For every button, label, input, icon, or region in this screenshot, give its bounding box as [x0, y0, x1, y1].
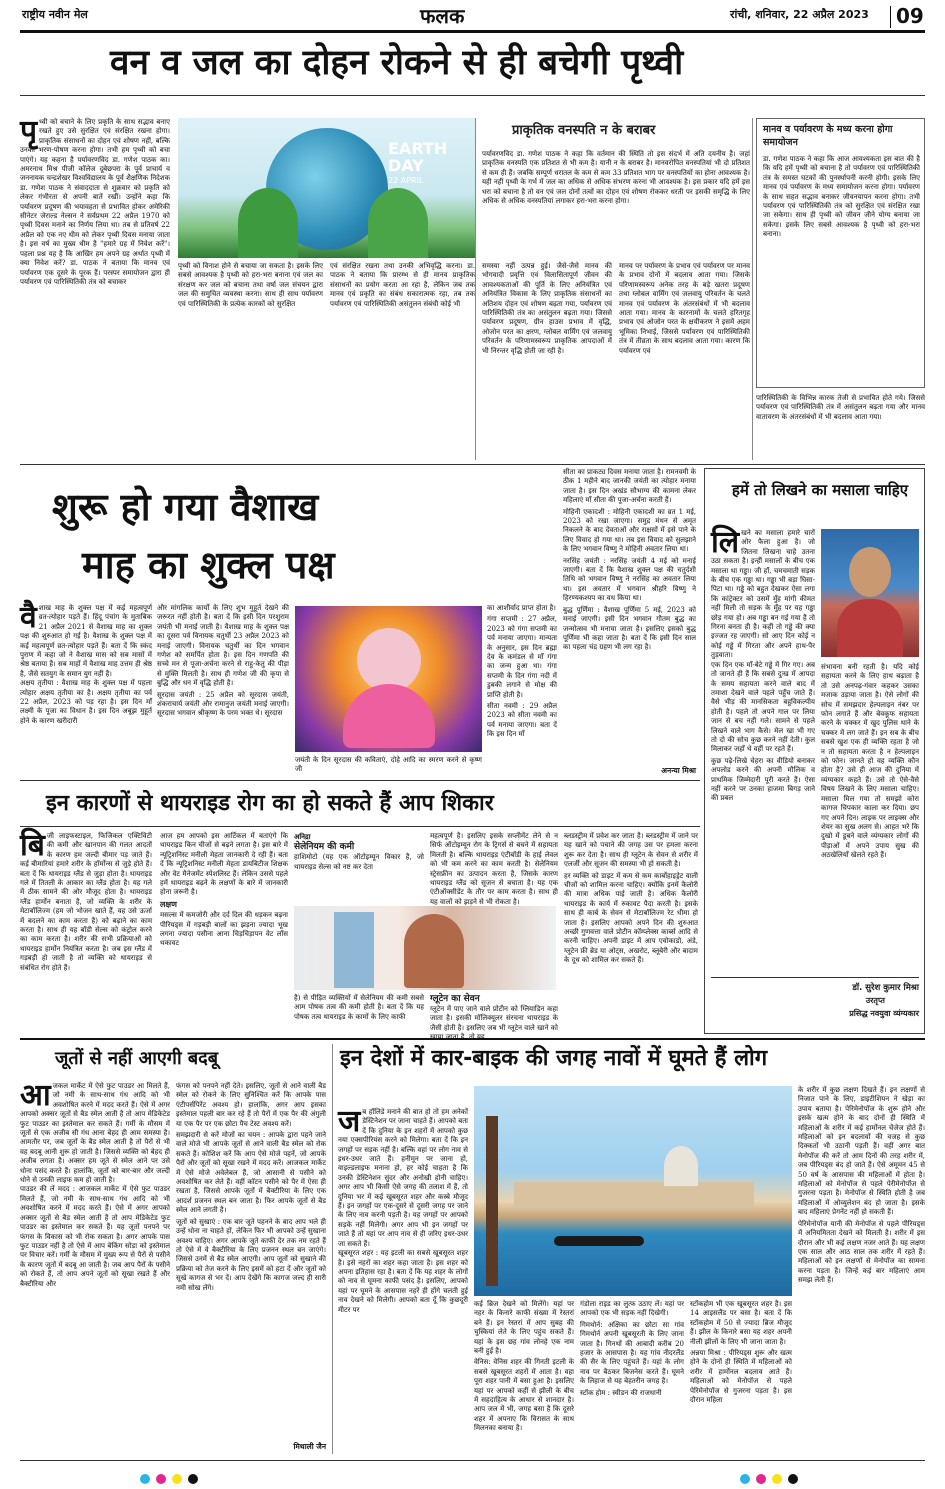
story2-column-4: [563, 468, 696, 766]
satire-column-box: [704, 468, 925, 1034]
story4-col2-text: फंगस को पनपने नहीं देते। इसलिए, जूतों से आने वाली बैड स्मेल को रोकने के लिए सुनिश्चित करें कि आपके पास एंटीपर्सपिरेंट अवश्य हो। हालांकि, अगर आप इसका इस्तेमाल पहली बार कर रहे हैं तो पैरों में एक पैर की अंगुली या एक पैर पर एक छोटा पैच टेस्ट अवश्य करें।: [176, 1082, 326, 1128]
story1-headline: वन व जल का दोहन रोकने से ही बचेगी पृथ्वी: [110, 43, 684, 83]
story5-col4-text: स्टॉकहोम भी एक खूबसूरत शहर है। इस 14 आइसलैंड पर बसा है। बता दें कि स्टॉकहोम में 50 से ज्यादा ब्रिज मौजूद हैं। झील के किनारे बसा यह शहर अपनी नीली झीलों के लिए भी जाना जाता है।: [690, 1300, 792, 1346]
story2-drop-cap: वै: [20, 600, 37, 635]
story5-col1-text: ब हॉलिडे मनाने की बात हो तो हम अनेकों डेस्टिनेशन पर जाना चाहते हैं। आपको बता दें कि दुनिया के इन शहरों में आपको कुछ नया एक्सपीरियंस करने को मिलेगा। बता दें कि इन जगहों पर सड़क नहीं है। बल्कि वहां पर लोग नाव से इधर-उधर जाते हैं। हनीमून पर जाना हो, वाइल्डलाइफ मनाना हो, हर कोई चाहता है कि उनकी डेस्टिनेशन सुंदर और अनोखी होनी चाहिए। अगर आप भी किसी ऐसे जगह की तलाश में हैं, तो दुनिया भर में कई खूबसूरत शहर और कस्बे मौजूद हैं। इन जगहों पर एक-दूसरे से दूसरी जगह पर जाने के लिए नाव करनी पड़ती है। यह जगहों पर आपको सड़कें नहीं मिलेंगी। अगर आप भी इन जगहों पर जाते हैं तो यहां पर आप नाव से ही जरिए इधर-उधर जा सकते हैं।: [338, 1108, 468, 1248]
satire-text-a: खने का मसाला हमारे चारों ओर फैला हुआ है। जो जितना लिखना चाहे उतना उठा सकता है। इन्हीं मसालों के बीच एक मसाला था गड्ढा। जी हाँ, चमचमाती सड़क के बीच एक गड्ढा था। गड्ढा भी बड़ा घिसा-पिटा था। गड्ढे को बहुत देखकर ऐसा लगा कि कांट्रेक्टर को उसमें मुँह मांगी कीमत नहीं मिली तो सड़क के मुँह पर यह गड्ढा छोड़ गया हो। अब गड्ढा बन गई गया है तो गिरना बनता ही है। कहीं तो गड्ढे की क्या इज्जत रह जाएगी। सो आए दिन कोई न कोई गड्ढे में गिरता और अपने हाथ-पैर तुड़वाता।: [711, 529, 815, 660]
story5-col2-text: कई ब्रिज देखने को मिलेंगे। यहां पर नहर के किनारे काफी संख्या में रेस्तरां बने हैं। इन रेस्तरां में आप सुबह की चुस्कियां लेते के लिए पहुंच सकते हैं। यहां के इस छह गांव लोनहे एक नाम बनी हुई है।: [474, 1300, 574, 1356]
venice-dome: [664, 1146, 698, 1186]
doctor-figure: [334, 912, 374, 988]
story1-column-1: [20, 114, 170, 460]
venice-image: [474, 1086, 792, 1296]
story1-column-5: मानव पर पर्यावरण के प्रभाव एवं पर्यावरण पर मानव के प्रभाव दोनों में बदलाव आता गया। जिसके परिणामस्वरूप अनेक तरह के बड़े खतरा प्रदूषण तथा ग्लोबल वार्मिंग एवं जलवायु परिवर्तन के चलते मानव एवं पर्यावरण के अंतरसंबंधों में भी बदलाव आता गया। मानव के कारनामों के चलते हरितगृह प्रभाव एवं ओजोन परत के क्षयीकरण ने इसमें अहम भूमिका निभाई, जिससे पर्यावरण एवं पारिस्थितिकी तंत्र में तीव्रता के साथ बदलाव आता गया। कारण कि पर्यावरण एवं: [619, 262, 750, 355]
story4-divider: [332, 1044, 333, 1454]
story5-col3-stockholm: स्टॉक होम : स्वीडन की राजधानी: [580, 1388, 662, 1397]
satire-author-desc: प्रसिद्ध नवयुवा व्यंग्यकार: [849, 1009, 919, 1018]
story5-col5-perimenopause: पेरिमेनोपॉज यानी की मेनोपॉज से पहले पीरियड्स में अनियमितता देखने को मिलती है। शरीर में इस दौरान और भी कई लक्षण नजर आते हैं। यह लक्षण एक साल और आठ साल तक शरीर में रहते हैं। महिलाओं को इन लक्षणों से मेनोपॉज का सामना करना पड़ता है। जिन्हें कई बार महिलाएं आम समझ लेती हैं।: [798, 1219, 925, 1285]
earth-day-image: [178, 118, 476, 258]
color-swatch-black: [188, 1474, 198, 1484]
story2-col4-text: सीता का प्राकट्य दिवस मनाया जाता है। रामनवमी के ठीक 1 महीने बाद जानकी जयंती का त्योहार मनाया जाता है। इस दिन अखंड सौभाग्य की कामना लेकर महिलाएं माँ सीता की पूजा-अर्चना करती हैं।: [563, 468, 696, 505]
story2-column-1: [20, 600, 152, 776]
masthead-section-title: फलक: [420, 4, 465, 28]
story2-col1-akshaya: अक्षय तृतीया : वैशाख माह के शुक्ल पक्ष में पहला त्योहार अक्षय तृतीया का है। अक्षय तृतीया का पर्व 22 अप्रैल, 2023 को पड़ रहा है। इस दिन माँ लक्ष्मी के पूजा का विधान है। इस दिन अबूझ मुहूर्त होने के कारण खरीदारी: [20, 679, 152, 725]
satire-drop-cap: लि: [711, 525, 740, 560]
story2-headline-line1: शुरू हो गया वैशाख: [52, 485, 319, 529]
story1-divider-b: [752, 118, 753, 460]
satire-text-c: कुछ पढ़े-लिखे चेहरा का वीडियो बनाकर अपलोड करने की अपनी मौलिक व प्राथमिक जिम्मेदारी पूरी करते हैं। ऐसा नहीं करने पर उनका हाजमा बिगड़ जाने की प्रबल: [711, 756, 815, 803]
author-photo: [821, 529, 919, 657]
footer-rule: [20, 1460, 925, 1461]
satire-text-b: एक दिन एक माँ-बेटे गड्ढे में गिर गए। अब तो जानते ही हैं कि सबसे दुःख में आपदा के समय सहायता करने वाले बाद में तमाशा देखने वाले पहले पहुँच जाते हैं। वैसे भीड़ की मानसिकता बहुविकल्पीय होती है। पहले तो अपने गाल पर लिया जान से बच नहीं गले। सामने से पहले लिखने वाले भाग कैसे। मेल खा भी गए तो दो की सोच कुछ करने नहीं देती। कुल मिलाकर जहाँ थे वहीं पर रहते हैं।: [711, 660, 815, 754]
story2-headline-line2: माह का शुक्ल पक्ष: [82, 543, 335, 587]
story2-col4-mohini: मोहिनी एकादशी : मोहिनी एकादशी का व्रत 1 मई, 2023 को रखा जाएगा। समुद्र मंथन से अमृत निकलने के बाद देवताओं और राक्षसों में इसे पाने के लिए विवाद हो गया था। तब इस विवाद को सुलझाने के लिए भगवान विष्णु ने मोहिनी अवतार लिया था।: [563, 507, 696, 554]
story2-column-2: [157, 604, 289, 776]
author-shirt: [837, 599, 903, 657]
story1-sidebar-text: डा. गणेश पाठक ने कहा कि आज आवश्यकता इस बात की है कि यदि हमें पृथ्वी को बचाना है तो पर्यावरण एवं पारिस्थितिकी तंत्र के समस्त घटकों की पुनर्स्थापनी करनी होगी। इसके लिए मानव एवं पर्यावरण के मध्य समायोजन करना होगा। पर्यावरण के साथ सहत सद्भाव बनाकर जीवनयापन करना होगा। तभी पर्यावरण एवं पारिस्थितिकी तंत्र को सुरक्षित एवं संरक्षित रखा जा सकेगा। साथ ही पृथ्वी को जीवन जीने योग्य बनाया जा सकेगा। इसके लिए सबसे आवश्यक है पृथ्वी को हरा-भरा बनाना।: [763, 155, 920, 239]
story2-image-caption: जयंती के दिन सूरदास की कविताएं, दोहे आदि का स्मरण करने से कृष्ण जी: [295, 756, 482, 774]
story3-drop-cap: बि: [20, 828, 45, 863]
story4-column-2: [176, 1082, 326, 1442]
satire-author-name: डॉ. सुरेश कुमार मिश्रा: [852, 983, 919, 993]
story3-col2-text: आज हम आपको इस आर्टिकल में बताएंगे कि थायराइड किन चीजों से बढ़ने लगता है। इस बारे में न्यूट्रिशनिस्ट मनीली मेहता जानकारी दे रही हैं। बता दें कि न्यूट्रिशनिस्ट मनीली मेहता डायबिटीज शिक्षक और वेट मैनेजमेंट स्पेशलिस्ट हैं। लेकिन उससे पहले हमें थायराइड बढ़ने के लक्षणों के बारे में जानकारी होना जरूरी है।: [160, 832, 288, 897]
story2-col4-narsingh: नरसिंह जयंती : नरसिंह जयंती 4 मई को मनाई जाएगी। बता दें कि वैशाख शुक्ल पक्ष की चतुर्दशी तिथि को भगवान विष्णु ने नरसिंह का अवतार लिया था। इस अवतार में भगवान श्रीहरि विष्णु ने हिरण्यकश्यप का वध किया था।: [563, 556, 696, 603]
story3-col5-diet: हर व्यक्ति को डाइट में कम से कम कार्बोहाइड्रेट वाली चीजों को शामिल करना चाहिए। क्योंकि इनमें कैलोरी की मात्रा अधिक पाई जाती है। अधिक कैलोरी थायराइड के कार्य में रुकावट पैदा करती है। इसके साथ ही कार्ब के सेवन से मेटाबॉलिज्म रेट धीमा हो जाता है। इसलिए आपको अपने दिन की शुरुआत अच्छी गुणवत्ता वाले प्रोटीन कॉम्प्लेक्स कार्ब्स आदि से करनी चाहिए। अपनी डाइट में आप एवोकाडो, अंडे, ग्लूटेन फ्री ब्रेड या ओट्स, अखरोट, ब्लूबेरी और बादाम के दूध को शामिल कर सकते हैं।: [564, 871, 698, 965]
story2-col2-text: और मांगलिक कार्यों के लिए शुभ मुहूर्त देखने की जरूरत नहीं होती है। बता दें कि इसी दिन परशुराम जयंती भी मनाई जाती है। वैशाख माह के शुक्ल पक्ष का दूसरा पर्व विनायक चतुर्थी 23 अप्रैल 2023 को मनाई जाएगी। विनायक चतुर्थी का दिन भगवान गणेश को समर्पित होता है। इस दिन गणपति की सच्चे मन से पूजा-अर्चना करने से राहु-केतु की पीड़ा से मुक्ति मिलती है। साथ ही गणेश जी की कृपा से बुद्धि और धन में वृद्धि होती है।: [157, 604, 289, 688]
story5-col3-text: गंडोला राइड का लुत्फ उठाए लें। यहां पर आपको एक भी सड़क नहीं दिखेगी।: [580, 1300, 684, 1318]
ganesha-image: [295, 606, 482, 752]
story1-subhead-text: पर्यावरणविद डा. गणेश पाठक ने कहा कि वर्तमान की स्थिति तो इस संदर्भ में अति दयनीय है। जहां प्राकृतिक वनस्पति एक प्रतिशत से भी कम है। यानी न के बराबर है। मानवरोपित वनस्पतियां भी दो प्रतिशत से कम ही हैं। जबकि सम्पूर्ण धरातल के कम से कम 33 प्रतिशत भाग पर वनस्पतियों का होना आवश्यक है। यही नहीं पृथ्वी के गर्भ में जल का अधिक से अधिक संभरण करना भी आवश्यक है। इस प्रकार यदि हमें इस धरा को बचाना है तो वन एवं जल दोनों तत्वों का दोहन एवं शोषण रोककर धरती पर इसकी समृद्धि के लिए अधिक से अधिक वनस्पतियां लगाकर हरा-भरा करना होगा।: [482, 150, 750, 206]
story5-column-2: [474, 1300, 574, 1454]
story3-col3-head: अनिद्रा: [294, 832, 311, 841]
story4-col1-powder: पाउडर की लें मदद : आजकल मार्केट में ऐसे फुट पाउडर मिलते हैं, जो नमी के साथ-साथ गंध आदि को भी अवशोषित करने में मदद करते हैं। ऐसे में अगर आपको अक्सर जूतों से बैड स्मेल आती है तो आप मेडिकेटेड फुट पाउडर का इस्तेमाल कर सकते हैं। यह जूतों पनपने पर फंगस के विकास को भी रोक सकता है। अगर आपके पास फुट पाउडर नहीं है तो ऐसे में आप बेकिंग सोडा को इस्तेमाल पर विचार करें। गर्मी के मौसम में मुख्य रूप से पैरों से पसीने के कारण जूतों में बदबू आ जाती है। जब आप पैरों के पसीने को रोकते हैं, तो आप अपने जूतों को सूखा रखते हैं और बैक्टीरिया और: [20, 1185, 170, 1288]
story2-bottom-rule: [20, 780, 700, 781]
story5-column-1: [338, 1104, 468, 1454]
story1-sidebar-bottom: पारिस्थितिकी के विभिन्न कारक तेजी से प्रभावित होते गये। जिससे पर्यावरण एवं पारिस्थितिकी तंत्र में असंतुलन बढ़ता गया और मानव वातावरण के अंतरसंबंधों में भी बदलाव आता गया।: [756, 394, 925, 421]
story5-col3-giethoorn: गिमथोर्न: अक्षिका का छोटा सा गांव गिमथोर्न अपनी खूबसूरती के लिए जाना जाता है। गिनथों की आबादी करीब 20 हजार के आसपास है। यह गांव नीदरलैंड की सैर के लिए पहुंचते हैं। यहां के लोग नाव पर बैठकर बिजनेस करते हैं। घूमने के लिहाज से यह बेहतरीन जगह है।: [580, 1320, 684, 1386]
masthead-page-number: 09: [896, 4, 924, 28]
story2-col4-buddha: बुद्ध पूर्णिमा : वैशाख पूर्णिमा 5 मई, 2023 को मनाई जाएगी। इसी दिन भगवान गौतम बुद्ध का जन्मोत्सव भी मनाया जाता है। इसलिए इसको बुद्ध पूर्णिमा भी कहा जाता है। बता दें कि इसी दिन साल का पहला चंद्र ग्रहण भी लग रहा है।: [563, 605, 696, 652]
story3-column-5: [564, 832, 698, 1032]
venice-buildings: [514, 1182, 754, 1208]
story3-col1-text: जी लाइफस्टाइल, फिजिकल एक्टिविटी की कमी और खानपान की गलत आदतों के कारण हम जल्दी बीमार पड़ जाते हैं। कई बीमारियां हमारे शरीर के हॉर्मोन्स से जुड़े होते हैं। बता दें कि थायराइड ग्लैंड से जुड़ा होता है। थायराइड गले में तितली के आकार का ग्लैंड होता है। यह गले में ठीक सामने की ओर मौजूद होता है। थायराइड ग्लैंड हार्मोन बनाता है, जो व्यक्ति के शरीर के मेटाबॉलिज्म (हम जो भोजन खाते हैं, वह उसे ऊर्जा में बदलने का काम करता है) को बढ़ाने का काम करता है। साथ ही यह बॉडी सेल्स को कंट्रोल करने का काम करता है। शरीर की सभी प्रक्रियाओं को थायराइड हार्मोन नियंत्रित करता है। जब इस ग्लैंड में गड़बड़ी हो जाती है तो व्यक्ति को थायराइड से संबंधित रोग होते हैं।: [20, 832, 152, 972]
color-swatch-magenta: [156, 1474, 166, 1484]
story1-sidebar: [756, 118, 925, 388]
masthead-date-line: रांची, शनिवार, 22 अप्रैल 2023: [730, 8, 869, 21]
story2-column-3: [487, 604, 557, 776]
color-swatch-cyan: [140, 1474, 150, 1484]
story2-byline: अनन्या मिश्रा: [661, 766, 696, 775]
gondola-pole: [486, 1116, 498, 1286]
story1-column-2: पृथ्वी को विनाश होने से बचाया जा सकता है। इसके लिए सबसे आवश्यक है पृथ्वी को हरा-भरा बनाना एवं जल का संरक्षण कर जल को बचाना तथा वर्षा जल संचयन द्वारा जल की समुचित व्यवस्था करना। साथ ही साथ पर्यावरण एवं पारिस्थितिकी के प्रत्येक कारकों को सुरक्षित: [178, 262, 323, 308]
story1-column-3: एवं संरक्षित रखना तथा उनकी अभिवृद्धि करना। डा. पाठक ने बताया कि प्रारम्भ से ही मानव प्राकृतिक संसाधनों का प्रयोग करता आ रहा है, लेकिन जब तक मानव एवं प्रकृति का संबंध सकारात्मक रहा, तब तक पर्यावरण एवं पारिस्थितिकी असंतुलन संबंधी कोई भी: [330, 262, 475, 308]
masthead-divider: [890, 6, 891, 28]
story4-col2-dry: जूतों को सुखाएं : एक बार जूते पहनने के बाद आप भले ही उन्हें धोना ना चाहते हों, लेकिन फिर भी आपको उन्हें सुखाना अवश्य चाहिए। अगर आपके जूते काफी देर तक नम रहते हैं तो ऐसे में वे बैक्टीरिया के लिए प्रजनन स्थल बन जाएंगे। जिससे उनमें से बैड स्मेल आएगी। आप जूतों को सुखाने की प्रक्रिया को तेज करने के लिए इसमें को हटा दें और जूतों को सूखे कागज से भर दें। आप देखेंगे कि कागज जल्द ही सारी नमी सोख लेंगे।: [176, 1217, 326, 1292]
story5-column-4: [690, 1300, 792, 1454]
story4-drop-cap: आ: [20, 1078, 51, 1113]
satire-column-2: संभावना बनी रहती है। यदि कोई सहायता करने के लिए हाथ बढ़ाता है तो उसे अनपढ़-गंवार कहकर उसका मजाक उड़ाया जाता है। ऐसे लोगों की सोच में समझदार हेल्पलाइन नंबर पर फोन लगाते हैं और बेवकूफ सहायता करने के चक्कर में खुद पुलिस थाने के चक्कर में लग जाते हैं। इन सब के बीच सबसे खुश एक ही व्यक्ति रहता है जो न तो सहायता करता है न हेल्पलाइन को फोन। जानते हो वह व्यक्ति कौन होता है? उसे ही आज की दुनिया में व्यंग्यकार कहते हैं। उसे तो ऐसे-वैसे विषय लिखने के लिए मसाला चाहिए। मसाला मिल गया तो समझो कोरा कागज चिपकार काला कर दिया। छप गए अपने दिन। लाइक पर लाइक्स और शेयर का सुख अलग से। आहत भरे कि दुखो में डूबने वाले व्यंग्यकार लोगों की पीड़ाओं में अपने उपाय सुख की अठखेलियाँ खेलते रहते हैं।: [821, 663, 919, 860]
story1-bottom-rule: [20, 464, 925, 465]
masthead-rule: [20, 30, 925, 33]
story5-col1-city: खूबसूरत शहर : यह इटली का सबसे खूबसूरत शहर है। इसे नहरों का शहर कहा जाता है। इस शहर को अपना इतिहास रहा है। बता दें कि यह शहर के लोगों को नाव से घूमना काफी पसंद है। इसलिए, आपको यहां पर घूमने के आसपास नहरें ही होंगे चलती हुई नाव देखने को मिलेगी। आपको बता दूँ कि कुछदूरी मीटर पर: [338, 1249, 468, 1314]
earth-day-caption: EARTH DAY: [388, 139, 448, 175]
story2-col3-sita: सीता नवमी : 29 अप्रैल 2023 को सीता नवमी का पर्व मनाया जाएगा। बता दें कि इस दिन माँ: [487, 702, 557, 739]
ganesha-head: [357, 628, 421, 692]
story2-col1-text: शाख माह के शुक्ल पक्ष में कई महत्वपूर्ण व्रत-त्योहार पड़ते हैं। हिंदू पंचांग के मुताबिक 21 अप्रैल 2021 से वैशाख माह का शुक्ल पक्ष की शुरुआत हो गई है। वैशाख के शुक्ल पक्ष में कई महत्वपूर्ण व्रत-त्योहार पड़ते हैं। बता दें कि स्कंद पुराण में कहा जो ने वैशाख मास को सब मासों में श्रेष्ठ बताया है। सब माहों में वैशाख माह उत्तम ही श्रेष्ठ है, जैसे सतयुग के समान युग नहीं है।: [20, 604, 152, 678]
story3-col5-text: ब्लडस्ट्रीम में प्रवेश कर जाता है। ब्लडस्ट्रीम में जाने पर यह खाने को पचाने की जगह उस पर हमला करना शुरू कर देता है। साथ ही ग्लूटेन के सेवन से शरीर में एलर्जी और सूजन की समस्या भी हो सकती है।: [564, 832, 698, 869]
satire-column-1: [711, 525, 815, 925]
story3-col4-text: महत्वपूर्ण है। इसलिए इसके सप्लीमेंट लेने से न सिर्फ ऑटोइम्यून रोग के ट्रिगर्स से बचने में सहायता मिलती है। बल्कि थायराइड एंटीबॉडी के हाई लेवल को भी कम करने का काम करती है। सेलेनियम स्ट्रेसफ्रीन का उत्पादन करता है, जिसके कारण थायराइड ग्लैंड को सूजन से बचाता है। यह एक एंटीऑक्सीडेंट के तौर पर काम करता है। साथ ही यह वालों को झड़ने से भी रोकता है।: [430, 832, 558, 906]
satire-author-rule: [711, 977, 919, 978]
story5-column-3: [580, 1300, 684, 1454]
story1-column-4: समस्या नहीं उत्पन्न हुई। जैसे-जैसे मानव की भोगवादी प्रवृत्ति एवं विलासितापूर्ण जीवन की आवश्यकताओं की पूर्ति के लिए अनियंत्रित एवं अनियंत्रित विकास के लिए प्राकृतिक संसाधनों का अतिशय दोहन एवं शोषण बढ़ता गया, पर्यावरण एवं पारिस्थितिकी तंत्र का असंतुलन बढ़ता गया। जिससे पर्यावरण प्रदूषण, ग्रीन हाउस प्रभाव में वृद्धि, ओजोन परत का क्षरण, ग्लोबल वार्मिंग एवं जलवायु परिवर्तन के परिणामस्वरूप प्राकृतिक आपदाओं में भी निरन्तर वृद्धि होती जा रही है।: [482, 262, 612, 355]
color-swatch-black-2: [788, 1474, 798, 1484]
story2-col3-ganga: गंगा सप्तमी : 27 अप्रैल, 2023 को गंगा सप्तमी का पर्व मनाया जाएगा। मान्यता के अनुसार, इस दिन ब्रह्मा देव के कमंडल से माँ गंगा का जन्म हुआ था। गंगा सप्तमी के दिन गंगा नदी में डुबकी लगाने से मोक्ष की प्राप्ति होती है।: [487, 615, 557, 699]
story3-column-2: [160, 832, 288, 1032]
lower-section-rule: [20, 1038, 925, 1040]
leaves-right: [368, 188, 428, 258]
story5-drop-cap: ज: [338, 1104, 361, 1139]
story1-drop-cap: पृ: [20, 114, 38, 149]
author-face: [849, 547, 891, 597]
color-swatch-yellow-2: [772, 1474, 782, 1484]
story1-highlight-box: [482, 118, 750, 258]
story3-column-3-bottom: है) से पीड़ित व्यक्तियों में सेलेनियम की कमी सबसे आम पोषक तत्व की कमी होती है। बता दें कि यह पोषक तत्व थायराइड के कामों के लिए काफी: [294, 994, 424, 1021]
satire-author-label: उरतृप्त: [865, 996, 885, 1005]
story1-subhead: प्राकृतिक वनस्पति न के बराबर: [512, 123, 656, 138]
story3-headline: इन कारणों से थायराइड रोग का हो सकते हैं आप शिकार: [46, 791, 494, 816]
story4-byline: मिथाली जैन: [293, 1442, 326, 1451]
color-swatch-cyan-2: [740, 1474, 750, 1484]
story3-col4-subhead: ग्लूटेन का सेवन: [430, 994, 480, 1004]
story3-col2-symptoms: मसल्स में कमजोरी और दर्द दिल की धड़कन बढ़ना पीरियड्स में गड़बड़ी बालों का झड़ना ज्यादा भूख लगना ज्यादा पसीना आना चिड़चिड़ापन वेट लॉस थकावट: [160, 911, 288, 948]
story3-col4-gluten: ग्लूटेन में पाए जाने वाले प्रोटीन को ग्लियाडिन कहा जाता है। इसकी मॉलिक्यूलर संरचना थायराइड के जैसी होती है। इसलिए जब भी ग्लूटेन वाले खाने को: [430, 1005, 558, 1032]
masthead-paper-name: राष्ट्रीय नवीन मेल: [22, 8, 88, 21]
story2-col2-surdas: सूरदास जयंती : 25 अप्रैल को सूरदास जयंती, शंकराचार्य जयंती और रामानुज जयंती मनाई जाएगी। सूरदास भगवान श्रीकृष्ण के परम भक्त थे। सूरदास: [157, 690, 289, 718]
story3-top-rule: [20, 826, 700, 827]
story4-col2-socks: समझदारी से करें मोजों का चयन : आपके द्वारा पहने जाने वाले मोजे भी आपके जूतों से आने वाली बैड स्मेल को रोक सकते हैं। कोशिश करें कि आप ऐसे मोजे पहनें, जो आपके पैरों और जूतों को सूखा रखने में मदद करें। आजकल मार्केट में ऐसे मोजे अवेलेबल हैं, जो आसानी से पसीने को अवशोषित कर लेते हैं। वहीं कॉटन पसीने को पैर में ऐसा ही रखता है, जिससे आपके जूतों में बैक्टीरिया के लिए एक आदर्श प्रजनन स्थल बन जाता है। फिर आपके जूतों से बैड स्मेल आने लगती है।: [176, 1131, 326, 1215]
story4-headline: जूतों से नहीं आएगी बदबू: [55, 1048, 218, 1069]
story3-column-4-bottom: [430, 994, 558, 1032]
satire-headline: हमें तो लिखने का मसाला चाहिए: [731, 481, 909, 499]
story4-col1-text: जकल मार्केट में ऐसे फुट पाउडर आ मिलते हैं, जो नमी के साथ-साथ गंध आदि को भी अवशोषित करने में मदद करते हैं। ऐसे में अगर आपको अक्सर जूतों से बैड स्मेल आती है तो आप मेडिकेटेड फुट पाउडर का इस्तेमाल कर सकते हैं। गर्मी के मौसम में जूतों से एक अजीब सी गंध आना बेहद ही आम समस्या है। आमतौर पर, जब जूतों के बैड स्मेल आती है तो पैरों से भी वह बदबू आनी शुरू हो जाती है। जिससे व्यक्ति को बेहद ही अजीब लगता है। अक्सर हम जूते से स्मेल आने पर उसे धोना पसंद करते हैं। हालांकि, जूतों को बार-बार और जल्दी धोने से उनकी लाइफ कम हो जाती है।: [20, 1082, 170, 1185]
earth-day-date: 22 APRIL: [388, 176, 424, 185]
story1-sidebar-head: मानव व पर्यावरण के मध्य करना होगा समायोजन: [763, 124, 893, 148]
story5-headline: इन देशों में कार-बाइक की जगह नावों में घूमते हैं लोग: [340, 1046, 768, 1071]
ganesha-body: [343, 684, 435, 748]
gondola-boat: [554, 1236, 644, 1246]
story1-col1-text: थ्वी को बचाने के लिए प्रकृति के साथ सद्भाव बनाए रखते हुए उसे सुरक्षित एवं संरक्षित रखना होगा। प्राकृतिक संसाधनों का दोहन एवं शोषण नहीं, बल्कि उनका भरण-पोषण करना होगा। तभी हम पृथ्वी को बचा पाएंगे। यह कहना है पर्यावरणविद डा. गणेश पाठक का। अमरनाथ मिश्र पीजी कॉलेज दूबेछपरा के पूर्व प्राचार्य व जननायक चन्द्रशेखर विश्वविद्यालय के पूर्व शैक्षणिक निदेशक डा. गणेश पाठक ने संवाददाता से शुक्रवार को प्रकृति को लेकर गंभीरता से अपनी बातें रखीं। उन्होंने कहा कि पर्यावरण प्रदूषण की भयावहता से प्रभावित होकर अमेरिकी सीनेटर जेराल्ड नेल्सन ने सर्वप्रथम 22 अप्रैल 1970 को पृथ्वी दिवस मनाने का निर्णय लिया था। तब से प्रतिवर्ष 22 अप्रैल को एक नए थीम को लेकर पृथ्वी दिवस मनाया जाता है। इस वर्ष का मुख्य थीम है "हमारे ग्रह में निवेश करें"। पहला प्रश्न यह है कि आखिर हम अपने ग्रह अर्थात पृथ्वी में क्या निवेश करें? डा. पाठक ने बताया कि मानव एवं पर्यावरण एक दूसरे के पूरक हैं। परस्पर समायोजन द्वारा ही पर्यावरण एवं पारिस्थितिकी तंत्र को बचाकर: [20, 118, 170, 286]
story5-column-5: [798, 1086, 925, 1454]
story5-col5-text: के शरीर में कुछ लक्षण दिखते हैं। इन लक्षणों से निजात पाने के लिए, डाइटीशियन ने खेड़ा का उपाय बताया है। पेरिमेनोपॉज के शुरू होने और इसके खत्म होने के बाद दोनों ही स्थिति में महिलाओं के शरीर में कई हार्मोनल चेंजेज होते हैं। महिलाओं को इन बदलावों की वजह से कुछ दिक्कतों भी उठानी पड़ती हैं। वहीं अगर बात मेनोपॉज की करें तो आम दिनों की तरह शरीर में, जब पीरियड्स बंद हो जाते हैं। ऐसे अमूमन 45 से 50 वर्ष के आसपास की महिलाओं में होता है। महिलाओं को मेनोपॉज से पहले पेरीमेनोपॉज से गुजरना पड़ता है। मेनोपॉज से स्थिति होती है जब महिलाओं में ओव्युलेशन बंद हो जाता है। इसके बाद महिलाएं प्रेगनेंट नहीं हो सकती हैं।: [798, 1086, 925, 1217]
story5-col2-venice: वेनिस: वेनिस शहर की गिनती इटली के सबसे खूबसूरत शहरों में आता है। वहा पूरा शहर पानी में बसा हुआ है। इसलिए यहां पर आपको कहीं से झीली के बीच में सहदाहित्य के आधार से शानदार है। आप जल में भी, जगह बसा है कि दूसरे शहर में अपनाए कि विरासत के साथ मिलनका बनाया है।: [474, 1358, 574, 1433]
leaves-left: [238, 188, 298, 258]
story1-top-rule: [20, 95, 925, 96]
story3-col3-text: हाशिमोटो (यह एक ऑटोइम्यून विकार है, जो थायराइड सेल्स को नष्ट कर देता: [294, 853, 424, 871]
story3-col2-subhead: लक्षण: [160, 899, 177, 909]
story4-column-1: [20, 1078, 170, 1452]
story5-col4-annaya: अन्नया मिश्रा : पीरियड्स शुरू और खत्म होने के दोनों ही स्थिति में महिलाओं को शरीर में हार्मोनल बदलाव आते हैं। महिलाओं को मेनोपॉज से पहले पेरिमेनोपॉज से गुजरना पड़ता है। इस दौरान महिला: [690, 1349, 792, 1405]
story2-col3-text: का आशीर्वाद प्राप्त होता है।: [487, 604, 556, 612]
color-swatch-yellow: [172, 1474, 182, 1484]
story1-divider-a: [475, 118, 476, 460]
story3-column-1: [20, 828, 152, 1032]
color-swatch-magenta-2: [756, 1474, 766, 1484]
story3-col3-subhead: सेलेनियम की कमी: [294, 842, 355, 853]
